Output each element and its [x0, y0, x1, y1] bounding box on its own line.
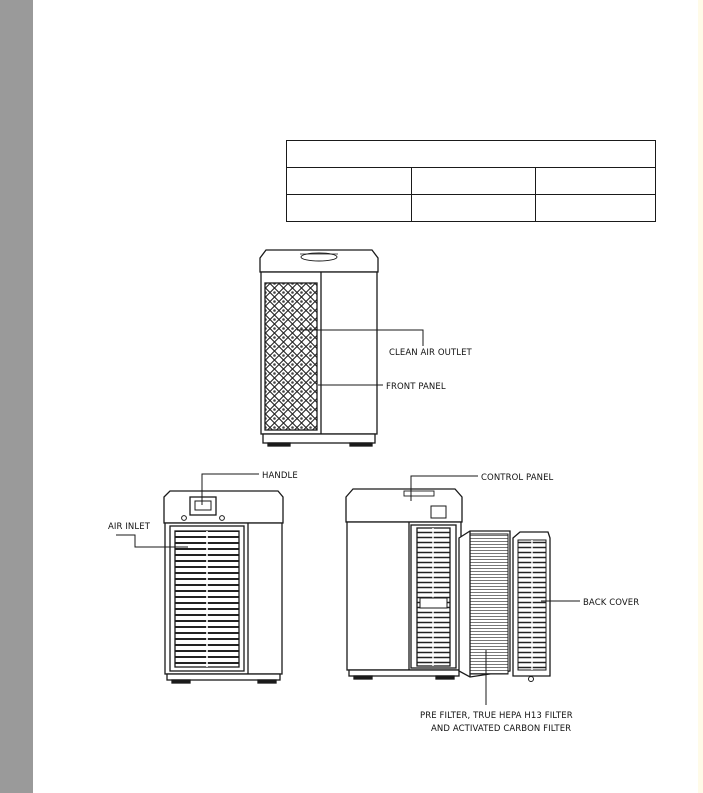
back-cover-label: BACK COVER	[583, 598, 640, 608]
front-view-purifier	[260, 250, 378, 446]
handle-label: HANDLE	[262, 471, 298, 481]
back-cover	[513, 532, 550, 682]
exploded-view-purifier	[346, 489, 462, 679]
air-inlet-label: AIR INLET	[108, 522, 150, 532]
filter-label-line2: AND ACTIVATED CARBON FILTER	[431, 724, 572, 734]
clean-air-outlet-label: CLEAN AIR OUTLET	[389, 348, 472, 358]
filter-label-line1: PRE FILTER, TRUE HEPA H13 FILTER	[420, 711, 573, 721]
hepa-filter	[459, 531, 510, 677]
back-view-purifier	[164, 491, 283, 683]
control-panel-label: CONTROL PANEL	[481, 473, 554, 483]
front-panel-label: FRONT PANEL	[386, 382, 446, 392]
